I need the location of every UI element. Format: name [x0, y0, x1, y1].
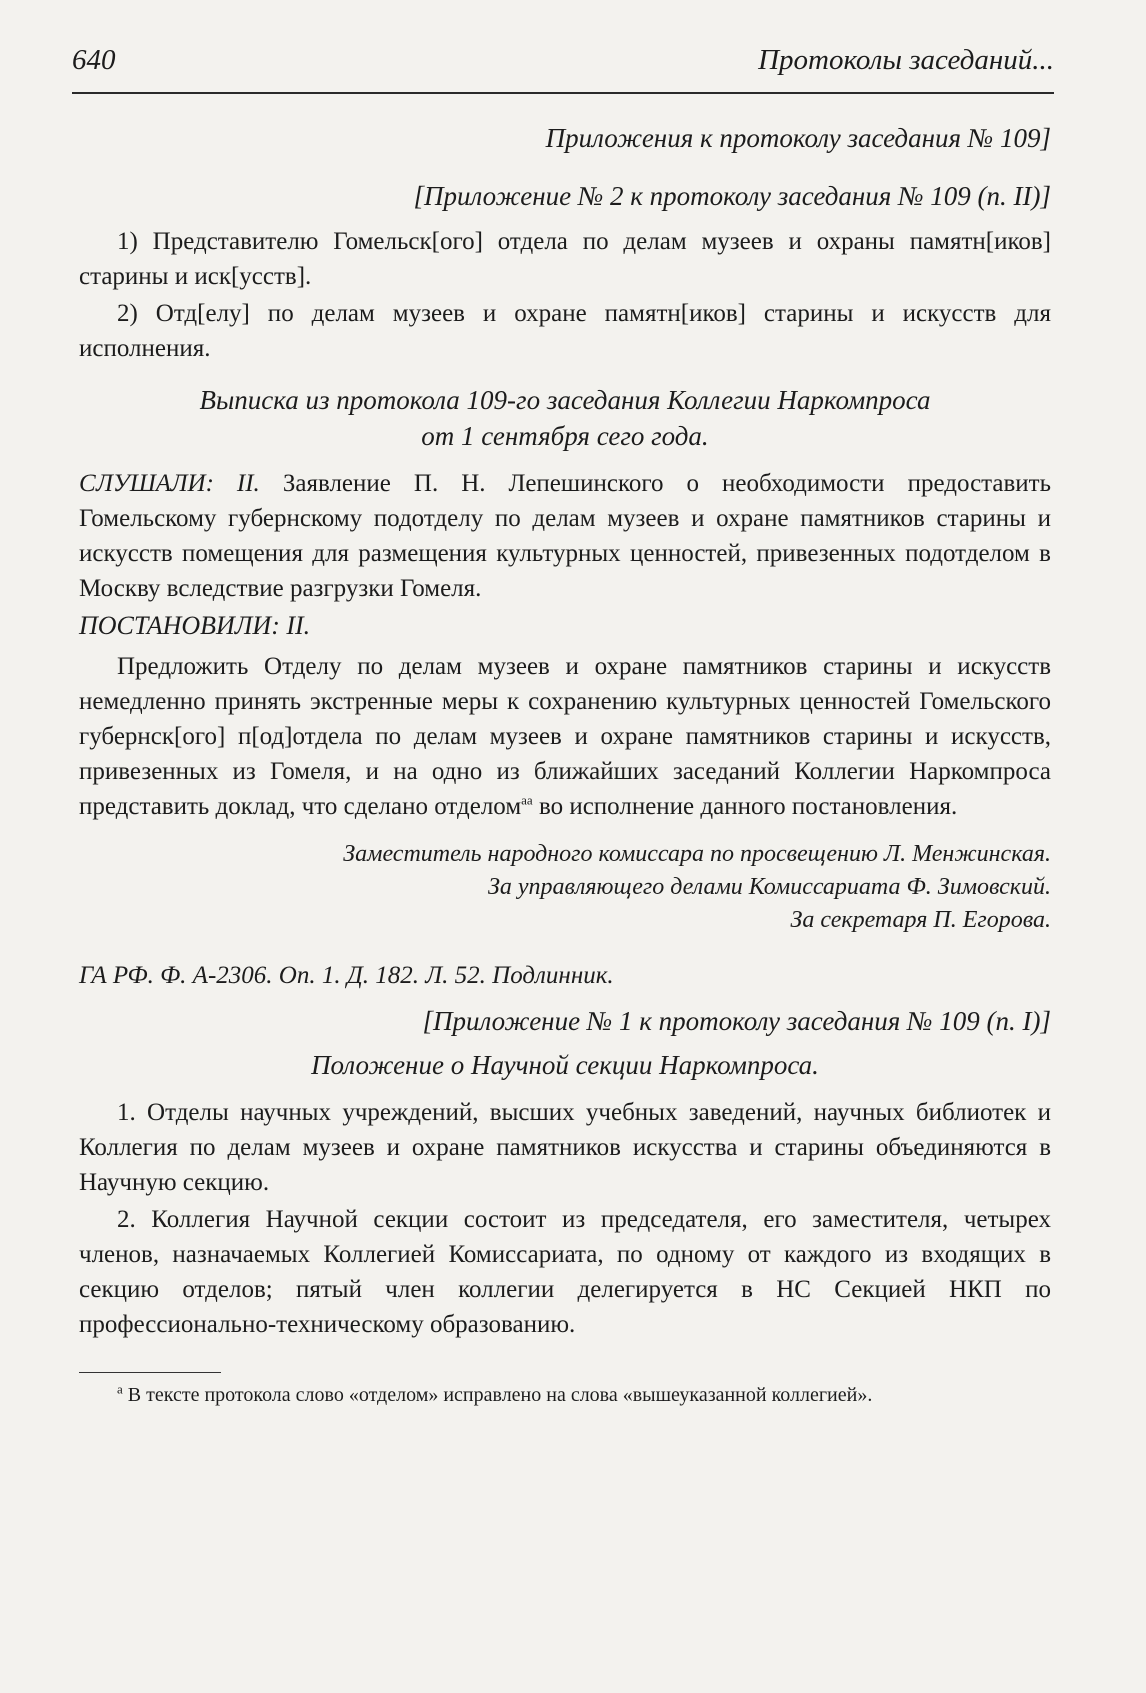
extract-title-line-2: от 1 сентября сего года. — [421, 421, 709, 451]
appendix-1-subtitle: Положение о Научной секции Наркомпроса. — [311, 1050, 819, 1080]
page-body — [79, 120, 1051, 1409]
appendix-section-title: Приложения к протоколу заседания № 109] — [545, 123, 1051, 153]
archival-source: ГА РФ. Ф. А-2306. Оп. 1. Д. 182. Л. 52. Подлинник. — [79, 962, 614, 989]
extract-title-line-1: Выписка из протокола 109-го заседания Коллегии Наркомпроса — [199, 385, 931, 415]
footnote-text: В тексте протокола слово «отделом» исправлено на слова «вышеуказанной коллегией». — [122, 1384, 873, 1406]
page-header — [72, 40, 1054, 94]
signatures-block — [79, 838, 1051, 937]
footnote — [79, 1381, 1051, 1409]
heard-paragraph — [79, 466, 1051, 606]
running-title: Протоколы заседаний... — [758, 44, 1054, 76]
decided-paragraph — [79, 649, 1051, 824]
footnote-divider — [79, 1372, 221, 1373]
appendix-2-item-2: 2) Отд[елу] по делам музеев и охране памятн[иков] старины и искусств для исполнения. — [79, 300, 1051, 362]
signature-acting-secretary: За секретаря П. Егорова. — [790, 907, 1051, 933]
footnote-ref-mark: аа — [521, 792, 533, 808]
decided-label: ПОСТАНОВИЛИ: II. — [79, 611, 311, 640]
appendix-1-item-1: 1. Отделы научных учреждений, высших учебных заведений, научных библиотек и Коллегия по делам музеев и охране памятников искусства и старины объединяются в Научную секцию. — [79, 1099, 1051, 1196]
appendix-1-title: [Приложение № 1 к протоколу заседания № 109 (п. I)] — [422, 1006, 1051, 1036]
signature-acting-manager: За управляющего делами Комиссариата Ф. Зимовский. — [487, 874, 1051, 900]
page-number: 640 — [72, 44, 116, 76]
decided-text-end: во исполнение данного постановления. — [532, 793, 958, 820]
appendix-1-item-2: 2. Коллегия Научной секции состоит из председателя, его заместителя, четырех членов, назначаемых Коллегией Комиссариата, по одному от каждого из входящих в секцию отделов; пятый член коллегии делегируется в НС Секцией НКП по профессионально-техническому образованию. — [79, 1206, 1051, 1338]
heard-label: СЛУШАЛИ: II. — [79, 470, 260, 497]
decided-text: Предложить Отделу по делам музеев и охране памятников старины и искусств немедленно принять экстренные меры к сохранению культурных ценностей Гомельского губернск[ого] п[од]отдела по делам музеев и охране памятников старины и искусств, привезенных из Гомеля, и на одно из ближайших заседаний Коллегии Наркомпроса представить доклад, что сделано отделом — [79, 653, 1051, 820]
appendix-2-title: [Приложение № 2 к протоколу заседания № 109 (п. II)] — [413, 181, 1051, 211]
signature-deputy-commissar: Заместитель народного комиссара по просвещению Л. Менжинская. — [343, 841, 1051, 867]
heard-text: Заявление П. Н. Лепешинского о необходимости предоставить Гомельскому губернскому подотделу по делам музеев и охране памятников старины и искусств помещения для размещения культурных ценностей, привезенных подотделом в Москву вследствие разгрузки Гомеля. — [79, 470, 1052, 602]
appendix-2-item-1: 1) Представителю Гомельск[ого] отдела по делам музеев и охраны памятн[иков] старины и иск[усств]. — [79, 228, 1051, 290]
footnote-mark: а — [117, 1381, 123, 1397]
